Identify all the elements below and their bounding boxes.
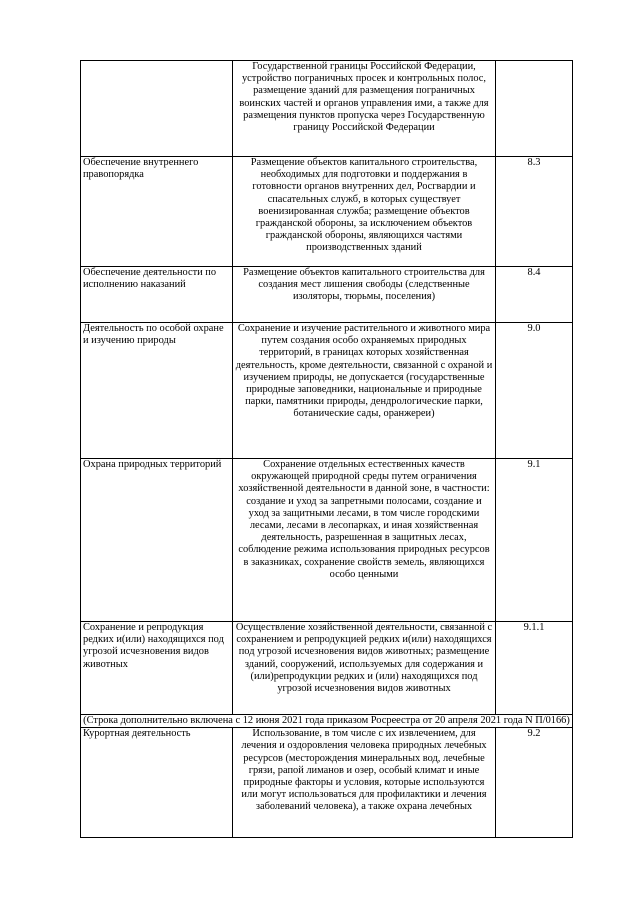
row-description: Размещение объектов капитального строительства, необходимых для подготовки и поддержания в готовности органов внутренних дел, Росгвардии и спасательных служб, в которых существует военизированная служба; размещение объектов гражданской обороны, за исключением объектов гражданской обороны, являющихся частями производственных зданий xyxy=(250,157,478,254)
row-name: Обеспечение деятельности по исполнению наказаний xyxy=(83,267,217,291)
table-row xyxy=(81,622,573,715)
row-code-cell xyxy=(496,459,573,622)
row-code-cell xyxy=(496,157,573,267)
amendment-note-cell xyxy=(81,715,573,728)
row-code: 9.1 xyxy=(527,459,541,470)
row-name-cell xyxy=(81,323,233,459)
row-name: Курортная деятельность xyxy=(83,728,191,740)
row-description: Осуществление хозяйственной деятельности, связанной с сохранением и репродукцией редких и(или) находящихся под угрозой исчезновения видов животных; размещение зданий, сооружений, используемых для содержания и (или)репродукции редких и (или) находящихся под угрозой исчезновения видов животных xyxy=(235,622,493,695)
table-row xyxy=(81,728,573,838)
note-row xyxy=(81,715,573,728)
row-code-cell xyxy=(496,728,573,838)
row-name: Обеспечение внутреннего правопорядка xyxy=(83,157,199,181)
row-description-cell xyxy=(233,61,496,157)
table-row xyxy=(81,61,573,157)
row-description-cell xyxy=(233,622,496,715)
table-row xyxy=(81,157,573,267)
row-code-cell xyxy=(496,267,573,323)
table-row xyxy=(81,267,573,323)
row-description-cell xyxy=(233,157,496,267)
row-description-cell xyxy=(233,267,496,323)
row-name: Сохранение и репродукция редких и(или) находящихся под угрозой исчезновения видов животных xyxy=(83,622,224,670)
row-code: 9.1.1 xyxy=(523,622,545,633)
row-description: Сохранение и изучение растительного и животного мира путем создания особо охраняемых природных территорий, в границах которых хозяйственная деятельность, кроме деятельности, связанной с охраной и изучением природы, не допускается (государственные природные заповедники, национальные и природные парки, памятники природы, дендрологические парки, ботанические сады, оранжереи) xyxy=(235,323,493,420)
table-row xyxy=(81,323,573,459)
row-description: Сохранение отдельных естественных качеств окружающей природной среды путем ограничения хозяйственной деятельности в данной зоне, в частности: создание и уход за запретными полосами, создание и уход за защитными лесами, в том числе городскими лесами, лесами в лесопарках, и иная хозяйственная деятельность, разрешенная в защитных лесах, соблюдение режима использования природных ресурсов в заказниках, сохранение свойств земель, являющихся особо ценными xyxy=(238,459,490,580)
row-description: Размещение объектов капитального строительства для создания мест лишения свободы (следственные изоляторы, тюрьмы, поселения) xyxy=(243,267,485,303)
row-name-cell xyxy=(81,728,233,838)
row-code: 9.2 xyxy=(527,728,541,740)
row-description-cell xyxy=(233,323,496,459)
land-use-table xyxy=(80,60,573,838)
row-code-cell xyxy=(496,323,573,459)
row-name: Деятельность по особой охране и изучению природы xyxy=(83,323,224,347)
row-code: 9.0 xyxy=(527,323,541,334)
row-description: Использование, в том числе с их извлечением, для лечения и оздоровления человека природных лечебных ресурсов (месторождения минеральных вод, лечебные грязи, рапой лиманов и озер, особый климат и иные природные факторы и условия, которые используются или могут использоваться для профилактики и лечения заболеваний человека), а также охрана лечебных xyxy=(241,728,487,813)
row-code-cell xyxy=(496,61,573,157)
table-row xyxy=(81,459,573,622)
row-name-cell xyxy=(81,157,233,267)
row-name-cell xyxy=(81,622,233,715)
row-description-cell xyxy=(233,459,496,622)
row-name: Охрана природных территорий xyxy=(83,459,222,470)
row-name-cell xyxy=(81,459,233,622)
row-description: Государственной границы Российской Федерации, устройство пограничных просек и контрольных полос, размещение зданий для размещения пограничных воинских частей и органов управления ими, а также для размещения пунктов пропуска через Государственную границу Российской Федерации xyxy=(239,61,489,134)
row-description-cell xyxy=(233,728,496,838)
row-name-cell xyxy=(81,61,233,157)
amendment-note: (Строка дополнительно включена с 12 июня 2021 года приказом Росреестра от 20 апреля 2021 года N П/0166) xyxy=(83,715,570,726)
row-code: 8.4 xyxy=(527,267,541,278)
row-code: 8.3 xyxy=(527,157,541,168)
row-name-cell xyxy=(81,267,233,323)
row-code-cell xyxy=(496,622,573,715)
